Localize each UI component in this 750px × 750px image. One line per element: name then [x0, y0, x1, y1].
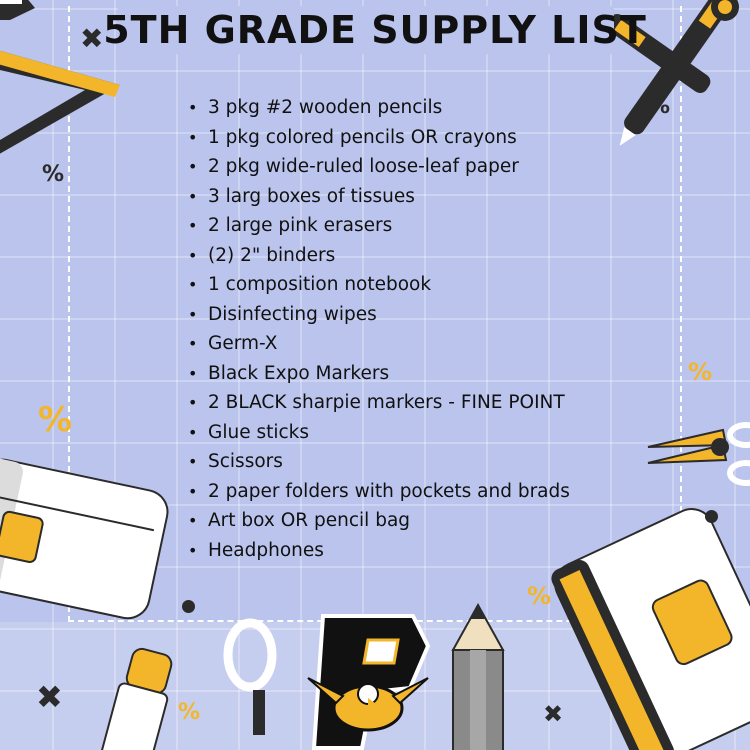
bullet: • — [188, 363, 198, 383]
multiply-icon: ✖ — [36, 678, 63, 716]
list-item-label: 1 pkg colored pencils OR crayons — [208, 126, 517, 148]
list-item — [188, 359, 570, 389]
list-item — [188, 477, 570, 507]
list-item — [188, 536, 570, 566]
list-item-label: 2 BLACK sharpie markers - FINE POINT — [208, 392, 565, 413]
bullet: • — [188, 245, 198, 265]
bullet: • — [188, 422, 198, 442]
list-item — [188, 270, 570, 300]
list-item — [188, 93, 570, 123]
list-item — [188, 418, 570, 448]
list-item — [188, 241, 570, 271]
multiply-icon: ✖ — [80, 22, 104, 55]
list-item — [188, 447, 570, 477]
bullet: • — [188, 452, 198, 471]
list-item-label: 2 pkg wide-ruled loose-leaf paper — [208, 156, 519, 177]
percent-icon: % — [178, 700, 201, 725]
scissors-icon — [648, 405, 750, 495]
list-item-label: Art box OR pencil bag — [208, 510, 411, 531]
list-item — [188, 211, 570, 241]
percent-icon: % — [648, 94, 671, 119]
list-item — [188, 152, 570, 182]
list-item — [188, 300, 570, 330]
bullet: • — [188, 540, 198, 560]
list-item — [188, 123, 570, 153]
list-item-label: Germ-X — [208, 333, 278, 354]
pencil-icon — [443, 605, 513, 750]
list-item-label: Glue sticks — [208, 421, 310, 443]
supply-list — [188, 93, 570, 565]
list-item-label: Disinfecting wipes — [208, 303, 377, 325]
bullet: • — [188, 98, 198, 117]
bullet: • — [188, 186, 198, 206]
triangle-ruler-icon — [0, 45, 130, 175]
percent-icon: % — [527, 582, 552, 610]
bullet: • — [188, 481, 198, 501]
binder-icon — [0, 455, 170, 625]
glue-stick-icon — [105, 650, 175, 750]
page-title: 5TH GRADE SUPPLY LIST — [103, 8, 647, 52]
percent-icon: % — [688, 358, 713, 386]
bullet: • — [188, 393, 198, 412]
list-item — [188, 388, 570, 418]
dot-icon — [182, 600, 195, 613]
list-item-label: (2) 2" binders — [208, 244, 336, 266]
bullet: • — [188, 275, 198, 294]
binder-icon — [555, 520, 750, 750]
multiply-icon: ✖ — [543, 700, 564, 728]
list-item-label: Headphones — [208, 539, 324, 561]
bullet: • — [188, 304, 198, 324]
list-item — [188, 182, 570, 212]
dot-icon — [705, 510, 718, 523]
list-item-label: 2 paper folders with pockets and brads — [208, 480, 570, 502]
list-item — [188, 506, 570, 536]
bullet: • — [188, 511, 198, 530]
list-item-label: Black Expo Markers — [208, 362, 390, 384]
list-item — [188, 329, 570, 359]
list-item-label: 3 larg boxes of tissues — [208, 185, 415, 207]
list-item-label: Scissors — [208, 451, 283, 472]
list-item-label: 3 pkg #2 wooden pencils — [208, 97, 443, 118]
bullet: • — [188, 157, 198, 176]
school-logo — [298, 608, 438, 750]
percent-icon: % — [42, 162, 65, 187]
bullet: • — [188, 334, 198, 353]
bullet: • — [188, 127, 198, 147]
list-item-label: 2 large pink erasers — [208, 215, 393, 236]
percent-icon: % — [38, 400, 73, 440]
bullet: • — [188, 216, 198, 235]
scissors-icon — [215, 615, 305, 735]
list-item-label: 1 composition notebook — [208, 274, 432, 295]
